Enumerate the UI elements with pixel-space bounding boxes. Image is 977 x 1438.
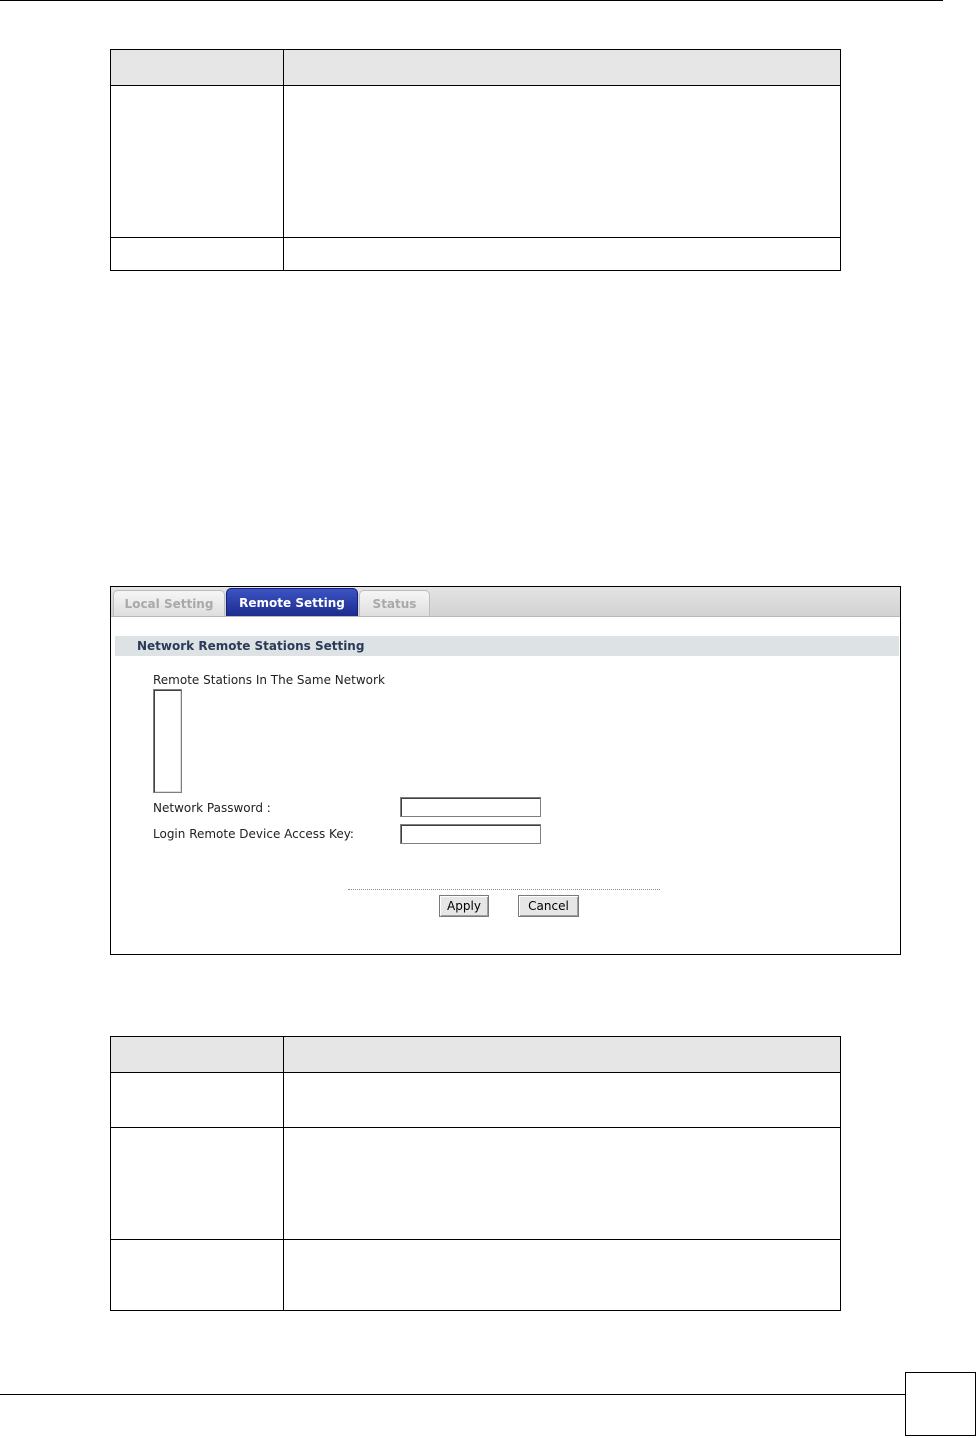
page-header-rule [0,0,943,1]
table-cell [111,1128,284,1240]
table-cell [284,1240,841,1311]
remote-stations-list[interactable] [153,689,182,793]
table-row [111,1128,841,1240]
table-cell [284,86,841,238]
table-cell [111,238,284,271]
table-row [111,1240,841,1311]
table-header-cell [284,50,841,86]
page-number-box [905,1372,976,1436]
table-cell [284,1128,841,1240]
network-password-label: Network Password : [153,801,271,815]
access-key-field[interactable] [400,824,541,844]
network-password-field[interactable] [400,797,541,817]
table-top [110,49,841,271]
table-cell [284,1073,841,1128]
table-cell [111,86,284,238]
table-header-cell [111,1037,284,1073]
remote-stations-label: Remote Stations In The Same Network [153,673,385,687]
button-divider [348,889,660,890]
tab-local-setting[interactable]: Local Setting [113,590,225,616]
table-cell [111,1240,284,1311]
section-title: Network Remote Stations Setting [115,636,899,656]
table-row [111,86,841,238]
table-row [111,238,841,271]
page-footer-rule [0,1394,905,1395]
remote-setting-screen [110,586,901,955]
access-key-label: Login Remote Device Access Key: [153,827,354,841]
table-header-cell [111,50,284,86]
table-header-row [111,50,841,86]
table-row [111,1073,841,1128]
tab-remote-setting[interactable]: Remote Setting [226,588,358,616]
table-cell [284,238,841,271]
apply-button[interactable]: Apply [439,895,489,917]
cancel-button[interactable]: Cancel [518,895,579,917]
table-header-row [111,1037,841,1073]
table-cell [111,1073,284,1128]
table-bottom [110,1036,841,1311]
table-header-cell [284,1037,841,1073]
tab-bar [111,587,900,617]
tab-status[interactable]: Status [359,590,430,616]
